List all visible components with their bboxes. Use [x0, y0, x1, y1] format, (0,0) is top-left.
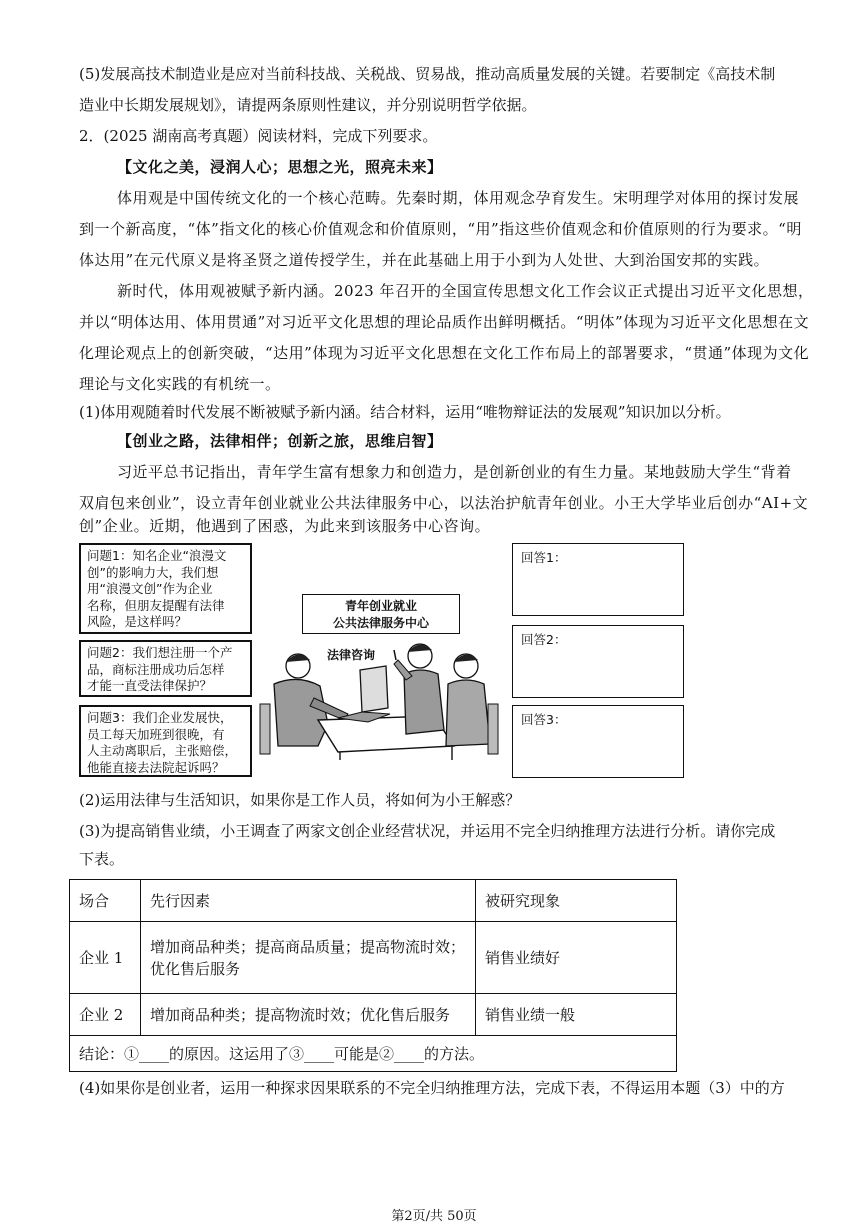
table-row — [70, 994, 677, 1036]
subquestion-4: (4)如果你是创业者，运用一种探求因果联系的不完全归纳推理方法，完成下表，不得运用本题（3）中的方 — [79, 1079, 785, 1097]
table-cell: 企业 2 — [70, 994, 141, 1036]
table-cell: 销售业绩好 — [476, 922, 677, 994]
table-cell: 企业 1 — [70, 922, 141, 994]
consult-label: 法律咨询 — [327, 648, 376, 662]
question-box-2: 问题2：我们想注册一个产 品，商标注册成功后怎样 才能一直受法律保护？ — [79, 640, 252, 697]
material-line: 习近平总书记指出，青年学生富有想象力和创造力，是创新创业的有生力量。某地鼓励大学生“背着 — [117, 463, 792, 481]
table-cell: 增加商品种类；提高商品质量；提高物流时效； 优化售后服务 — [141, 922, 476, 994]
table-header-cell: 场合 — [70, 880, 141, 922]
material-line: 体达用”在元代原义是将圣贤之道传授学生，并在此基础上用于小到为人处世、大到治国安邦的实践。 — [79, 251, 770, 269]
table-cell: 增加商品种类；提高物流时效；优化售后服务 — [141, 994, 476, 1036]
text-line: (5)发展高技术制造业是应对当前科技战、关税战、贸易战，推动高质量发展的关键。若要制定《高技术制 — [79, 65, 776, 83]
material-line: 并以“明体达用、体用贯通”对习近平文化思想的理论品质作出鲜明概括。“明体”体现为习近平文化思想在文 — [79, 313, 810, 331]
subquestion-1: (1)体用观随着时代发展不断被赋予新内涵。结合材料，运用“唯物辩证法的发展观”知识加以分析。 — [79, 403, 731, 421]
section-title: 【文化之美，浸润人心；思想之光，照亮未来】 — [117, 158, 443, 176]
question-box-1: 问题1：知名企业“浪漫文 创”的影响力大，我们想 用“浪漫文创”作为企业 名称，但朋友提醒有法律 风险，是这样吗？ — [79, 543, 252, 634]
material-line: 创”企业。近期，他遇到了困惑，为此来到该服务中心咨询。 — [79, 517, 491, 535]
material-line: 化理论观点上的创新突破，“达用”体现为习近平文化思想在文化工作布局上的部署要求，“贯通”体现为文化 — [79, 344, 810, 362]
text-line: 下表。 — [79, 850, 125, 868]
question-box-3: 问题3：我们企业发展快， 员工每天加班到很晚，有 人主动离职后，主张赔偿， 他能直接去法院起诉吗？ — [79, 705, 252, 777]
table-header-cell: 被研究现象 — [476, 880, 677, 922]
question-heading: 2．(2025 湖南高考真题）阅读材料，完成下列要求。 — [79, 127, 438, 145]
material-line: 新时代，体用观被赋予新内涵。2023 年召开的全国宣传思想文化工作会议正式提出习近平文化思想， — [117, 282, 814, 300]
answer-box-3: 回答3： — [512, 705, 684, 778]
material-line: 双肩包来创业”，设立青年创业就业公共法律服务中心，以法治护航青年创业。小王大学毕业后创办“AI+文 — [79, 494, 809, 512]
service-center-sign: 青年创业就业 公共法律服务中心 — [302, 594, 460, 634]
conclusion-cell: 结论：①____的原因。这运用了③____可能是②____的方法。 — [70, 1036, 677, 1072]
section-title: 【创业之路，法律相伴；创新之旅，思维启智】 — [117, 432, 443, 450]
subquestion-2: (2)运用法律与生活知识，如果你是工作人员，将如何为小王解惑？ — [79, 791, 521, 809]
text-line: 造业中长期发展规划》，请提两条原则性建议，并分别说明哲学依据。 — [79, 96, 537, 114]
answer-box-1: 回答1： — [512, 543, 684, 616]
answer-box-2: 回答2： — [512, 625, 684, 698]
table-header-row — [70, 880, 677, 922]
page-footer: 第2页/共 50页 — [391, 1209, 477, 1224]
table-header-cell: 先行因素 — [141, 880, 476, 922]
table-conclusion-row — [70, 1036, 677, 1072]
subquestion-3: (3)为提高销售业绩，小王调查了两家文创企业经营状况，并运用不完全归纳推理方法进行分析。请你完成 — [79, 822, 776, 840]
induction-table — [69, 879, 677, 1072]
material-line: 到一个新高度，“体”指文化的核心价值观念和价值原则，“用”指这些价值观念和价值原则的行为要求。“明 — [79, 220, 802, 238]
table-row — [70, 922, 677, 994]
table-cell: 销售业绩一般 — [476, 994, 677, 1036]
material-line: 体用观是中国传统文化的一个核心范畴。先秦时期，体用观念孕育发生。宋明理学对体用的探讨发展 — [117, 189, 800, 207]
material-line: 理论与文化实践的有机统一。 — [79, 375, 281, 393]
consultation-illustration — [258, 634, 504, 760]
